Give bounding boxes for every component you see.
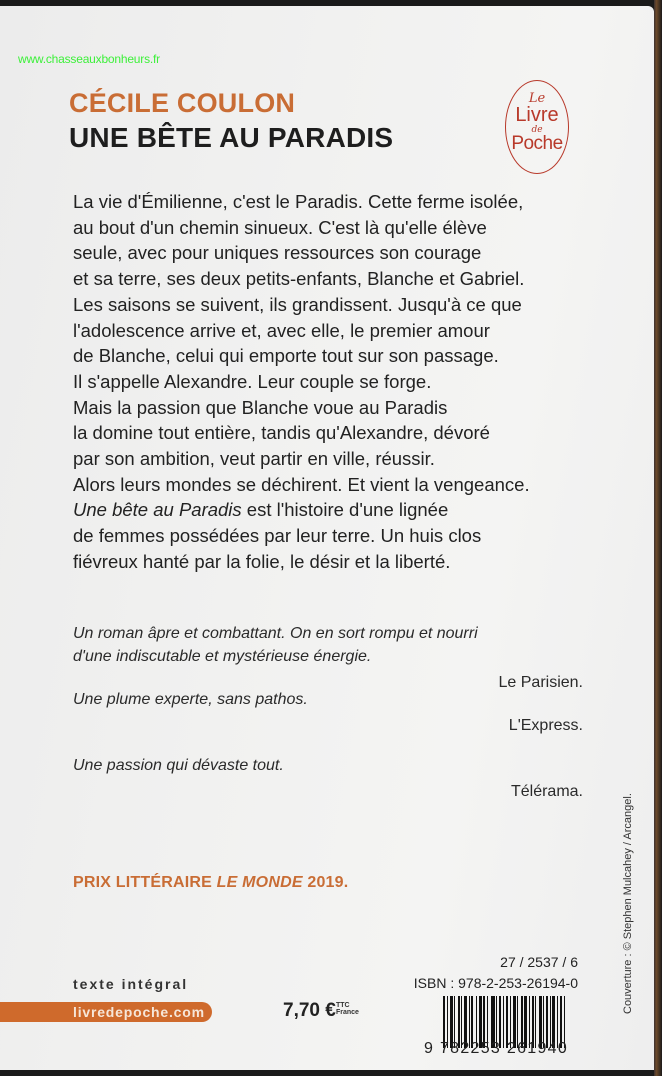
quote-line: Une plume experte, sans pathos. bbox=[73, 691, 308, 708]
edition-note: texte intégral bbox=[73, 976, 189, 992]
review-source: Le Parisien. bbox=[498, 674, 583, 691]
review-le-parisien bbox=[73, 622, 583, 694]
synopsis-text: est l'histoire d'une lignée bbox=[241, 499, 449, 521]
review-source: Télérama. bbox=[510, 783, 583, 800]
prize-year: 2019. bbox=[302, 874, 349, 891]
synopsis-line: de Blanche, celui qui emporte tout sur son passage. bbox=[73, 345, 499, 367]
prize-name: LE MONDE bbox=[216, 874, 303, 891]
isbn: ISBN : 978-2-253-26194-0 bbox=[413, 975, 578, 991]
synopsis-line: Il s'appelle Alexandre. Leur couple se forge. bbox=[73, 370, 432, 392]
logo-le: Le bbox=[528, 91, 546, 106]
review-telerama bbox=[73, 754, 583, 803]
review-source: L'Express. bbox=[508, 717, 583, 734]
synopsis-line: seule, avec pour uniques ressources son courage bbox=[73, 242, 482, 264]
synopsis-line: Les saisons se suivent, ils grandissent. Jusqu'à ce que bbox=[73, 293, 522, 315]
synopsis bbox=[73, 189, 633, 575]
synopsis-line: et sa terre, ses deux petits-enfants, Blanche et Gabriel. bbox=[73, 268, 525, 290]
synopsis-line: Mais la passion que Blanche voue au Paradis bbox=[73, 396, 448, 418]
italic-book-title: Une bête au Paradis bbox=[73, 499, 242, 521]
synopsis-line bbox=[73, 497, 633, 523]
review-lexpress bbox=[73, 688, 583, 737]
page-edge bbox=[654, 0, 662, 1076]
logo-de: de bbox=[531, 125, 543, 135]
synopsis-line: La vie d'Émilienne, c'est le Paradis. Cette ferme isolée, bbox=[73, 191, 524, 212]
literary-prize bbox=[73, 874, 348, 892]
review-quote bbox=[73, 622, 583, 668]
logo-livre: Livre bbox=[515, 104, 559, 126]
review-quote bbox=[73, 688, 583, 711]
author-name: CÉCILE COULON bbox=[69, 88, 296, 118]
quote-line: d'une indiscutable et mystérieuse énergie. bbox=[73, 648, 372, 665]
price: 7,70 € bbox=[283, 1000, 336, 1021]
synopsis-line: la domine tout entière, tandis qu'Alexandre, dévoré bbox=[73, 422, 490, 444]
synopsis-line: fiévreux hanté par la folie, le désir et la liberté. bbox=[73, 550, 451, 572]
book-title: UNE BÊTE AU PARADIS bbox=[69, 122, 394, 153]
synopsis-line: au bout d'un chemin sinueux. C'est là qu'elle élève bbox=[73, 216, 487, 238]
price-tax-note bbox=[336, 1002, 359, 1016]
barcode-digits: 9 782253 261940 bbox=[424, 1040, 569, 1057]
catalog-code: 27 / 2537 / 6 bbox=[500, 954, 578, 970]
price-ttc: TTC bbox=[336, 1002, 350, 1009]
logo-poche: Poche bbox=[511, 133, 563, 154]
synopsis-line: par son ambition, veut partir en ville, réussir. bbox=[73, 448, 435, 470]
le-livre-de-poche-logo-icon bbox=[505, 80, 569, 174]
synopsis-line: Alors leurs mondes se déchirent. Et vient la vengeance. bbox=[73, 473, 530, 495]
quote-line: Un roman âpre et combattant. On en sort rompu et nourri bbox=[73, 625, 478, 642]
prize-prefix: PRIX LITTÉRAIRE bbox=[73, 874, 217, 891]
synopsis-line: de femmes possédées par leur terre. Un huis clos bbox=[73, 525, 482, 547]
price-country: France bbox=[336, 1009, 359, 1016]
synopsis-line: l'adolescence arrive et, avec elle, le premier amour bbox=[73, 319, 490, 341]
quote-line: Une passion qui dévaste tout. bbox=[73, 757, 284, 774]
watermark-link[interactable]: www.chasseauxbonheurs.fr bbox=[18, 52, 160, 66]
cover-credit: Couverture : © Stephen Mulcahey / Arcangel. bbox=[622, 793, 634, 1014]
review-quote bbox=[73, 754, 583, 777]
website-link[interactable]: livredepoche.com bbox=[0, 1002, 212, 1022]
